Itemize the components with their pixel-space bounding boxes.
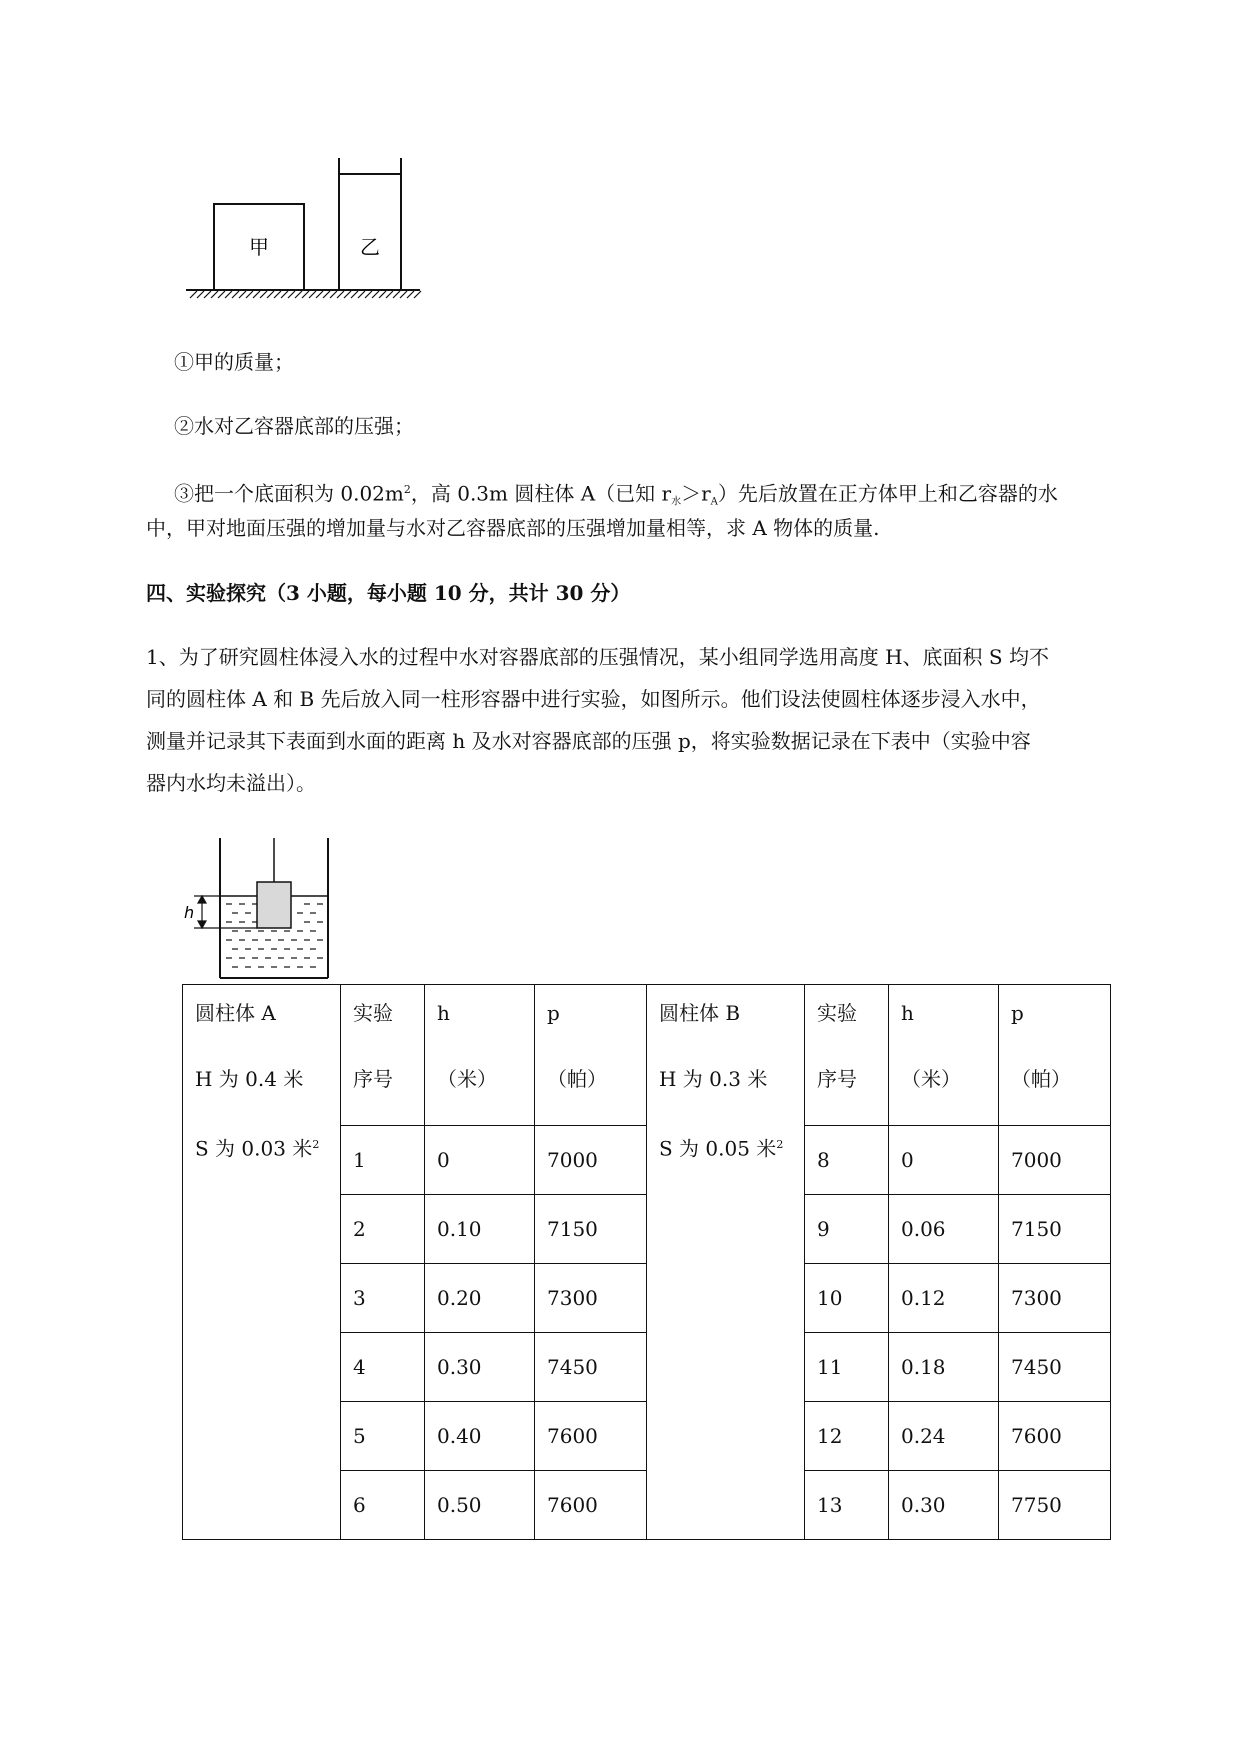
ground-hatching xyxy=(186,290,421,298)
table-row: 6 0.50 7600 13 0.30 7750 xyxy=(183,1471,1111,1540)
header-h-b: h （米） xyxy=(889,985,999,1126)
header-p-b: p （帕） xyxy=(999,985,1111,1126)
question-1: ①甲的质量； xyxy=(174,350,294,374)
figure-cube-and-container xyxy=(180,150,430,310)
q3-text-4: ）先后放置在正方体甲上和乙容器的水 xyxy=(717,481,1058,506)
data-table xyxy=(182,984,1111,1540)
cylinder xyxy=(257,882,291,928)
header-seq-a: 实验 序号 xyxy=(341,985,425,1126)
table-row: 2 0.10 7150 9 0.06 7150 xyxy=(183,1195,1111,1264)
h-label: h xyxy=(184,903,195,922)
header-seq-b: 实验 序号 xyxy=(805,985,889,1126)
question-2: ②水对乙容器底部的压强； xyxy=(174,414,414,438)
figure-cylinder-in-water xyxy=(176,830,336,982)
section-heading: 四、实验探究（3 小题，每小题 10 分，共计 30 分） xyxy=(146,581,631,605)
cube-jia-label: 甲 xyxy=(249,235,269,259)
question-3-line-2: 中，甲对地面压强的增加量与水对乙容器底部的压强增加量相等，求 A 物体的质量. xyxy=(146,516,880,540)
experiment-line-2: 同的圆柱体 A 和 B 先后放入同一柱形容器中进行实验，如图所示。他们设法使圆柱体逐步浸入水中， xyxy=(146,687,1041,711)
group-b-label: 圆柱体 B H 为 0.3 米 S 为 0.05 米$^2$ xyxy=(647,985,805,1540)
table-header-row xyxy=(183,985,1111,1126)
container-yi-label: 乙 xyxy=(360,235,380,259)
h-dimension-arrow xyxy=(194,896,257,928)
experiment-line-1: 1、为了研究圆柱体浸入水的过程中水对容器底部的压强情况，某小组同学选用高度 H、底面积 S 均不 xyxy=(146,645,1049,669)
table-row: 5 0.40 7600 12 0.24 7600 xyxy=(183,1402,1111,1471)
header-h-a: h （米） xyxy=(425,985,535,1126)
q3-text-3: ＞r xyxy=(681,481,711,506)
experiment-line-4: 器内水均未溢出）。 xyxy=(146,771,316,795)
container-yi xyxy=(339,158,401,290)
q3-sub-a: A xyxy=(710,496,718,508)
q3-text-2: ，高 0.3m 圆柱体 A（已知 r xyxy=(410,481,672,506)
q3-sup: 2 xyxy=(403,483,411,496)
q3-sub-water: 水 xyxy=(671,496,682,508)
experiment-line-3: 测量并记录其下表面到水面的距离 h 及水对容器底部的压强 p，将实验数据记录在下表中（实验中容 xyxy=(146,729,1031,753)
table-row: 3 0.20 7300 10 0.12 7300 xyxy=(183,1264,1111,1333)
table-row: 4 0.30 7450 11 0.18 7450 xyxy=(183,1333,1111,1402)
group-a-label: 圆柱体 A H 为 0.4 米 S 为 0.03 米$^2$ xyxy=(183,985,341,1540)
q3-text-1: ③把一个底面积为 0.02m xyxy=(174,481,404,506)
table-row: 1 0 7000 8 0 7000 xyxy=(183,1126,1111,1195)
header-p-a: p （帕） xyxy=(535,985,647,1126)
